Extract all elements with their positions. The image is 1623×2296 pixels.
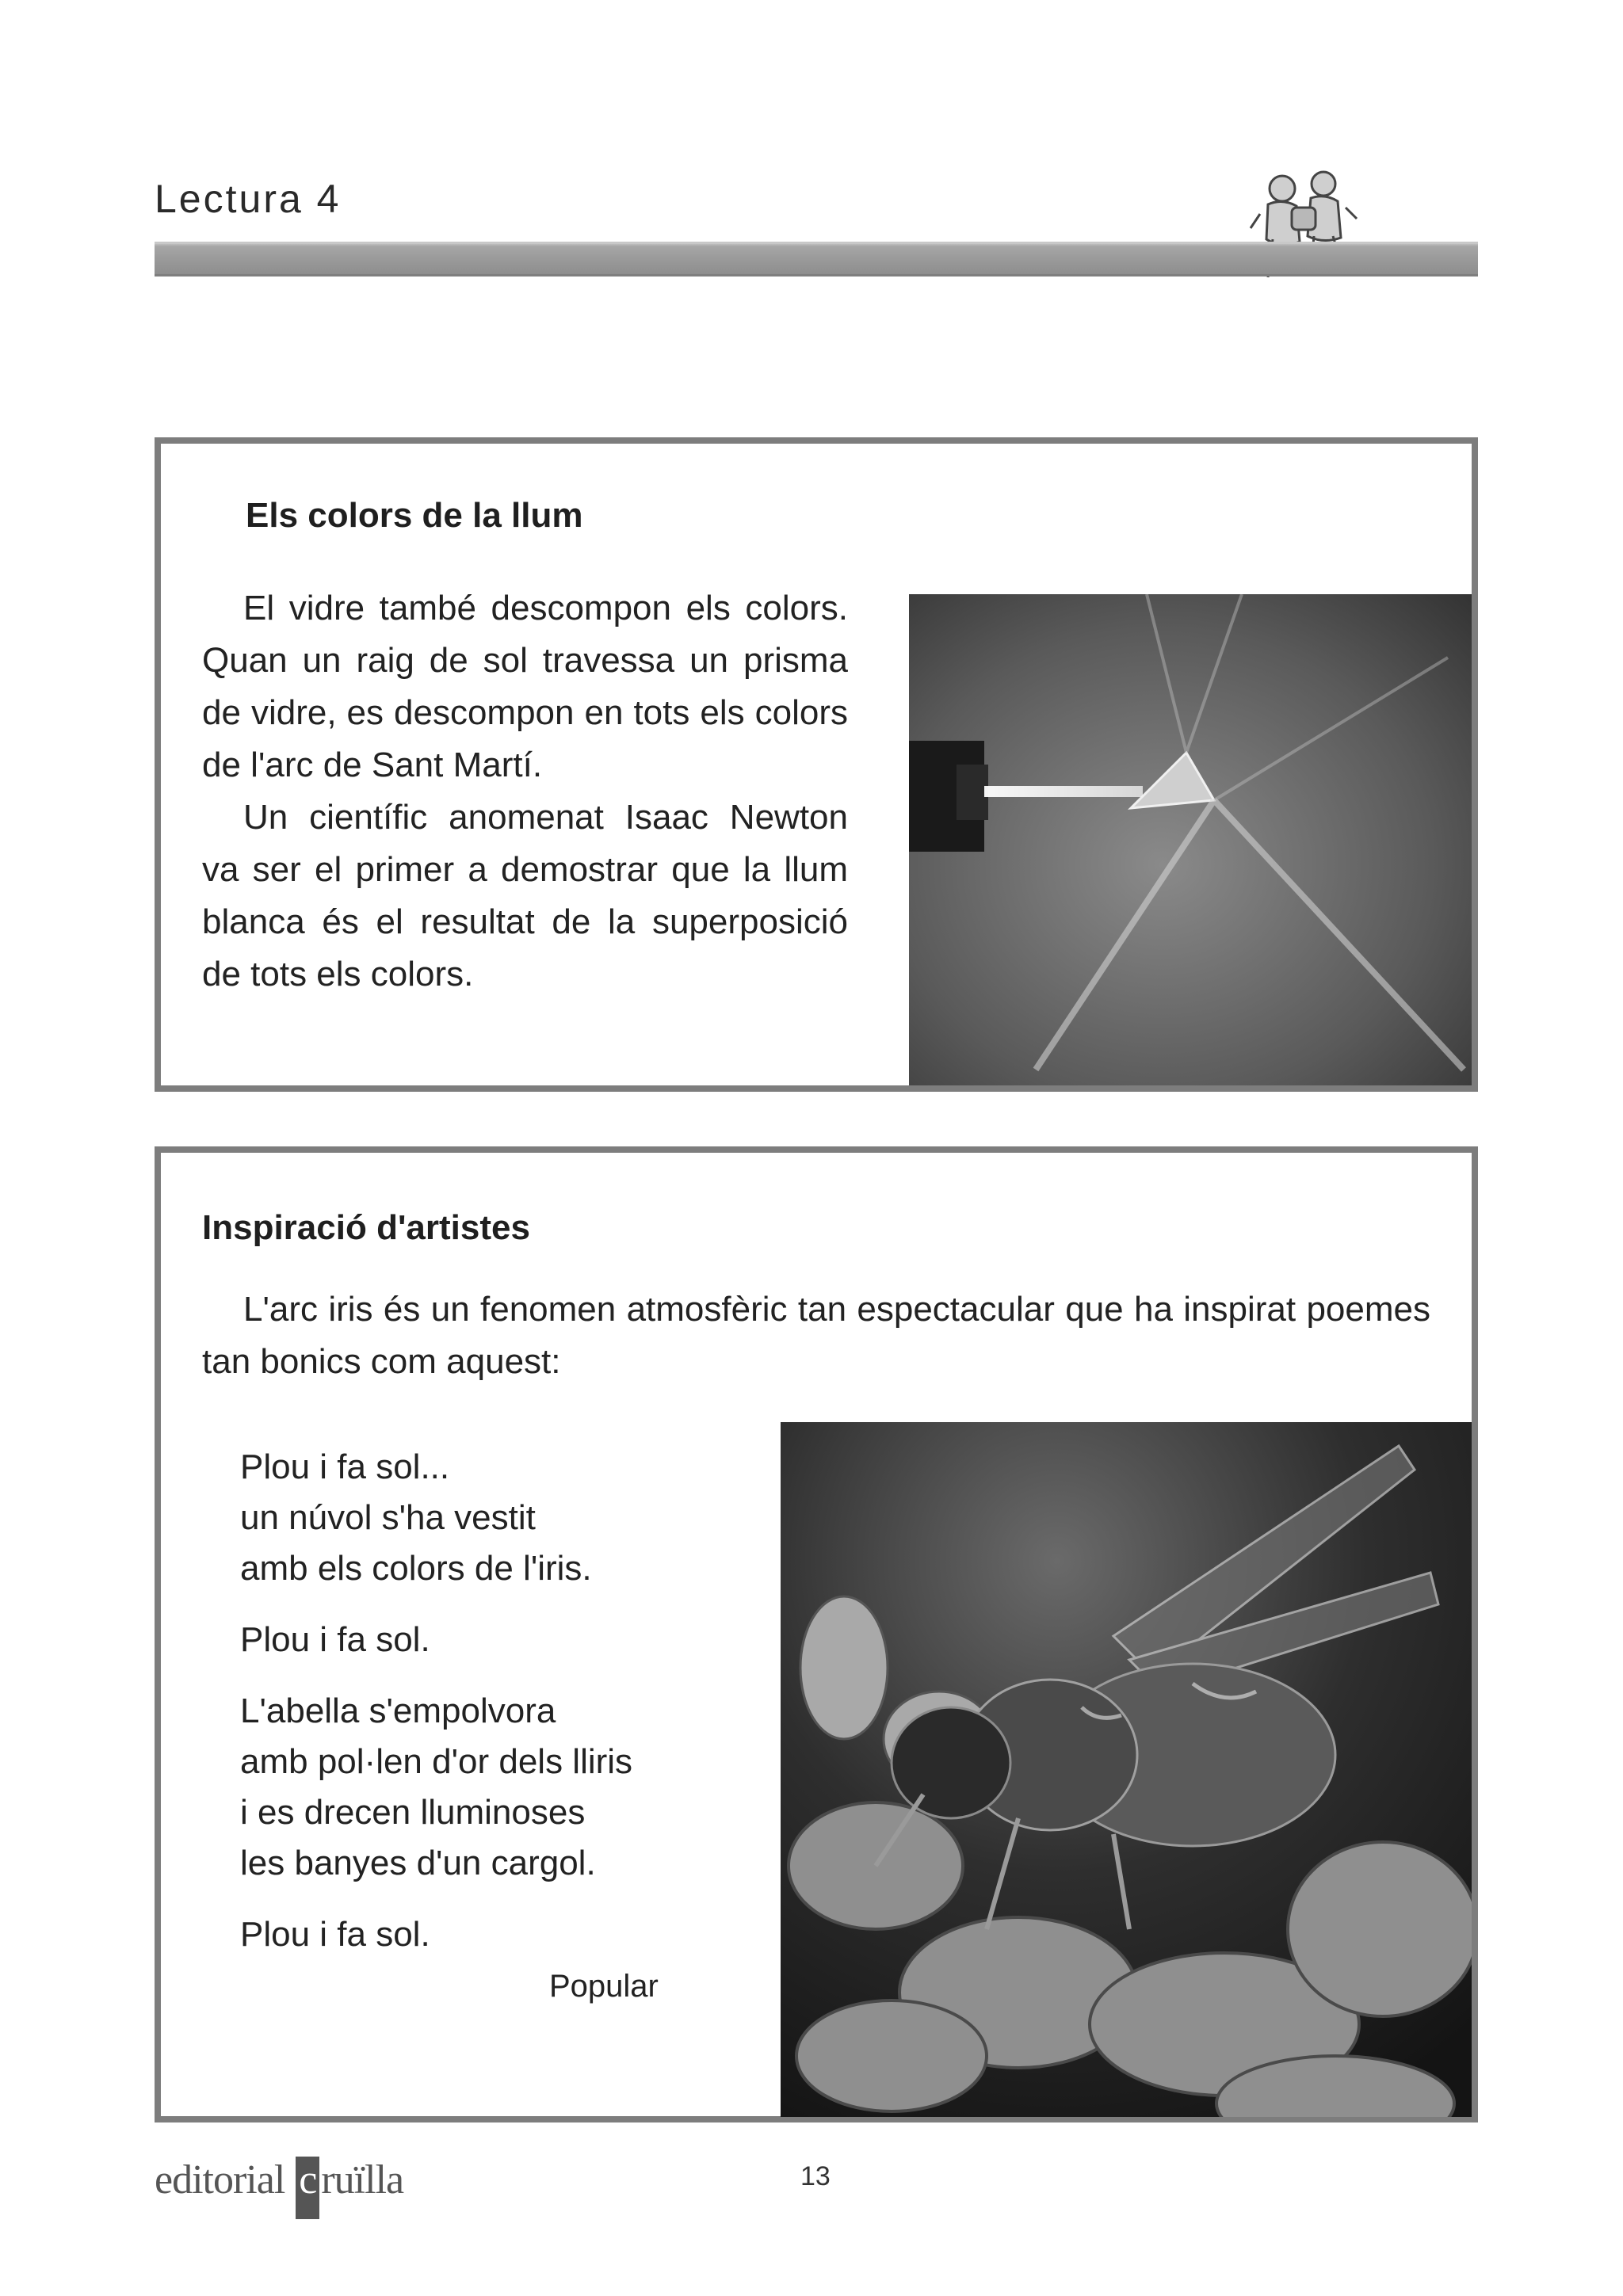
paragraph: El vidre també descompon els colors. Quan un raig de sol travessa un prisma de vidre, es descompon en tots els colors de l'arc de Sant Martí. — [202, 589, 848, 784]
publisher-prefix: editorial — [155, 2157, 295, 2203]
page-number: 13 — [800, 2161, 831, 2191]
poem-line: L'abella s'empolvora — [240, 1691, 556, 1730]
bee-photo — [781, 1422, 1472, 2117]
poem-line: amb pol·len d'or dels lliris — [240, 1742, 633, 1781]
section-title: Els colors de la llum — [246, 496, 583, 535]
reading-box-colors — [155, 437, 1478, 1092]
poem-line: Plou i fa sol. — [240, 1620, 430, 1659]
poem-line: i es drecen lluminoses — [240, 1793, 586, 1832]
poem-line: Plou i fa sol... — [240, 1447, 450, 1486]
poem-line: Plou i fa sol. — [240, 1915, 430, 1954]
poem-stanza — [240, 1442, 632, 1594]
reading-box-artists — [155, 1146, 1478, 2122]
section-title: Inspiració d'artistes — [202, 1208, 530, 1247]
publisher-mark: c — [296, 2157, 319, 2219]
poem-author: Popular — [549, 1969, 659, 2004]
header-rule — [155, 242, 1478, 277]
section-intro: L'arc iris és un fenomen atmosfèric tan espectacular que ha inspirat poemes tan bonics com aquest: — [202, 1290, 1430, 1381]
poem-line: les banyes d'un cargol. — [240, 1844, 596, 1882]
paragraph: Un científic anomenat Isaac Newton va ser el primer a demostrar que la llum blanca és el resultat de la superposició de tots els colors. — [202, 798, 848, 994]
poem-stanza — [240, 1686, 632, 1889]
publisher-logo — [155, 2157, 403, 2219]
poem — [240, 1442, 632, 1981]
section-text — [202, 582, 848, 1001]
page-title: Lectura 4 — [155, 177, 342, 221]
poem-line: amb els colors de l'iris. — [240, 1549, 592, 1588]
poem-stanza — [240, 1909, 632, 1960]
publisher-suffix: ruïlla — [321, 2157, 404, 2203]
poem-stanza — [240, 1615, 632, 1665]
poem-line: un núvol s'ha vestit — [240, 1498, 536, 1537]
prism-photo — [909, 594, 1472, 1085]
